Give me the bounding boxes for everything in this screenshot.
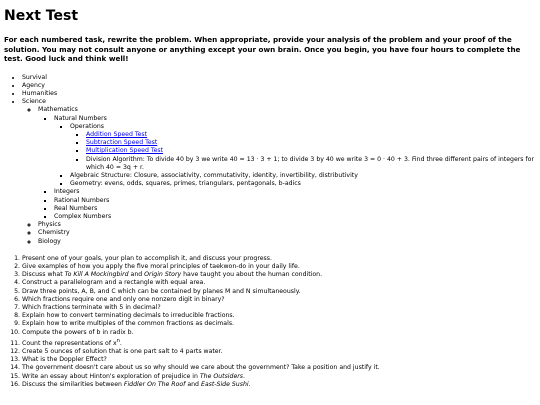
list-item <box>86 139 536 147</box>
list-item <box>86 147 536 155</box>
outline-label-mathematics: Mathematics <box>38 106 78 114</box>
task-text: and <box>185 380 201 388</box>
task-text: Discuss the similarities between <box>22 380 124 388</box>
task-text: Discuss what <box>22 271 65 279</box>
outline-item-physics: ◦ Physics <box>38 221 536 229</box>
task-item: 2. Give examples of how you apply the five moral principles of taekwon-do in your daily life. <box>22 263 536 271</box>
task-text: . <box>119 339 122 347</box>
addition-speed-test-link[interactable]: Addition Speed Test <box>86 130 148 138</box>
outline-list <box>4 74 536 246</box>
outline-item-integers: ▪ Integers <box>54 188 536 196</box>
outline-label-operations: Operations <box>70 122 105 130</box>
science-list <box>22 106 536 245</box>
task-item: 14. The government doesn't care about us so why should we care about the government? Take a position and justify it. <box>22 364 536 372</box>
outline-item-operations <box>70 123 536 172</box>
outline-label-science: Science <box>22 98 46 106</box>
task-text: . <box>248 380 251 388</box>
outline-item-complex-numbers: ▪ Complex Numbers <box>54 213 536 221</box>
outline-item-humanities: • Humanities <box>22 90 536 98</box>
task-text: and <box>128 271 145 279</box>
geometry-item: ▪ Geometry: evens, odds, squares, primes, triangulars, pentagonals, b-adics <box>70 180 536 188</box>
task-list <box>4 255 536 389</box>
task-item: 10. Compute the powers of b in radix b. <box>22 329 536 337</box>
outline-item-chemistry: ◦ Chemistry <box>38 229 536 237</box>
book-title: To Kill A Mockingbird <box>64 271 129 279</box>
film-title: Fiddler On The Roof <box>123 380 186 388</box>
task-text: . <box>243 372 245 380</box>
book-title: The Outsiders <box>199 372 244 380</box>
task-item <box>22 381 536 389</box>
task-item: 9. Explain how to write multiples of the common fractions as decimals. <box>22 320 536 328</box>
outline-item-real-numbers: ▪ Real Numbers <box>54 205 536 213</box>
task-item: 8. Explain how to convert terminating decimals to irreducible fractions. <box>22 312 536 320</box>
outline-item-survival: • Survival <box>22 74 536 82</box>
film-title: East-Side Sushi <box>200 380 249 388</box>
mathematics-list <box>38 115 536 222</box>
natural-numbers-list <box>54 123 536 189</box>
multiplication-speed-test-link[interactable]: Multiplication Speed Test <box>86 147 164 155</box>
list-item <box>86 131 536 139</box>
task-item: 12. Create 5 ounces of solution that is one part salt to 4 parts water. <box>22 348 536 356</box>
task-text: Count the representations of x <box>22 339 117 347</box>
task-item: 4. Construct a parallelogram and a rectangle with equal area. <box>22 279 536 287</box>
task-item <box>22 271 536 279</box>
operations-list <box>70 131 536 172</box>
outline-item-science <box>22 98 536 246</box>
task-text: have taught you about the human condition. <box>181 271 323 279</box>
book-title: Origin Story <box>144 271 182 279</box>
superscript: n <box>116 337 120 344</box>
task-item: 7. Which fractions terminate with 5 in decimal? <box>22 304 536 312</box>
outline-item-biology: ◦ Biology <box>38 238 536 246</box>
division-algorithm-item: ▪ Division Algorithm: To divide 40 by 3 we write 40 = 13 · 3 + 1; to divide 3 by 40 we write 3 = 0 · 40 + 3. Find three different pairs of integers for which 40 = 3q + r. <box>86 156 536 172</box>
outline-item-natural-numbers <box>54 115 536 189</box>
task-item <box>22 337 536 348</box>
task-item: 13. What is the Doppler Effect? <box>22 356 536 364</box>
task-item <box>22 373 536 381</box>
outline-label-natural-numbers: Natural Numbers <box>54 114 107 122</box>
task-text: Write an essay about Hinton's exploration of prejudice in <box>22 372 200 380</box>
outline-item-agency: • Agency <box>22 82 536 90</box>
task-item: 6. Which fractions require one and only one nonzero digit in binary? <box>22 296 536 304</box>
algebraic-structure-item: ▪ Algebraic Structure: Closure, associativity, commutativity, identity, invertibility, distributivity <box>70 172 536 180</box>
task-item: 5. Draw three points, A, B, and C which can be contained by planes M and N simultaneously. <box>22 288 536 296</box>
outline-item-mathematics <box>38 106 536 221</box>
outline-item-rational-numbers: ▪ Rational Numbers <box>54 197 536 205</box>
subtraction-speed-test-link[interactable]: Subtraction Speed Test <box>86 139 158 147</box>
task-item: 1. Present one of your goals, your plan to accomplish it, and discuss your progress. <box>22 255 536 263</box>
page-title: Next Test <box>4 8 79 24</box>
instructions: For each numbered task, rewrite the problem. When appropriate, provide your analysis of the problem and your proof of the solution. You may not consult anyone or anything except your own brain. Once you begin, you have four hours to complete the test. Good luck and think well! <box>4 35 521 63</box>
